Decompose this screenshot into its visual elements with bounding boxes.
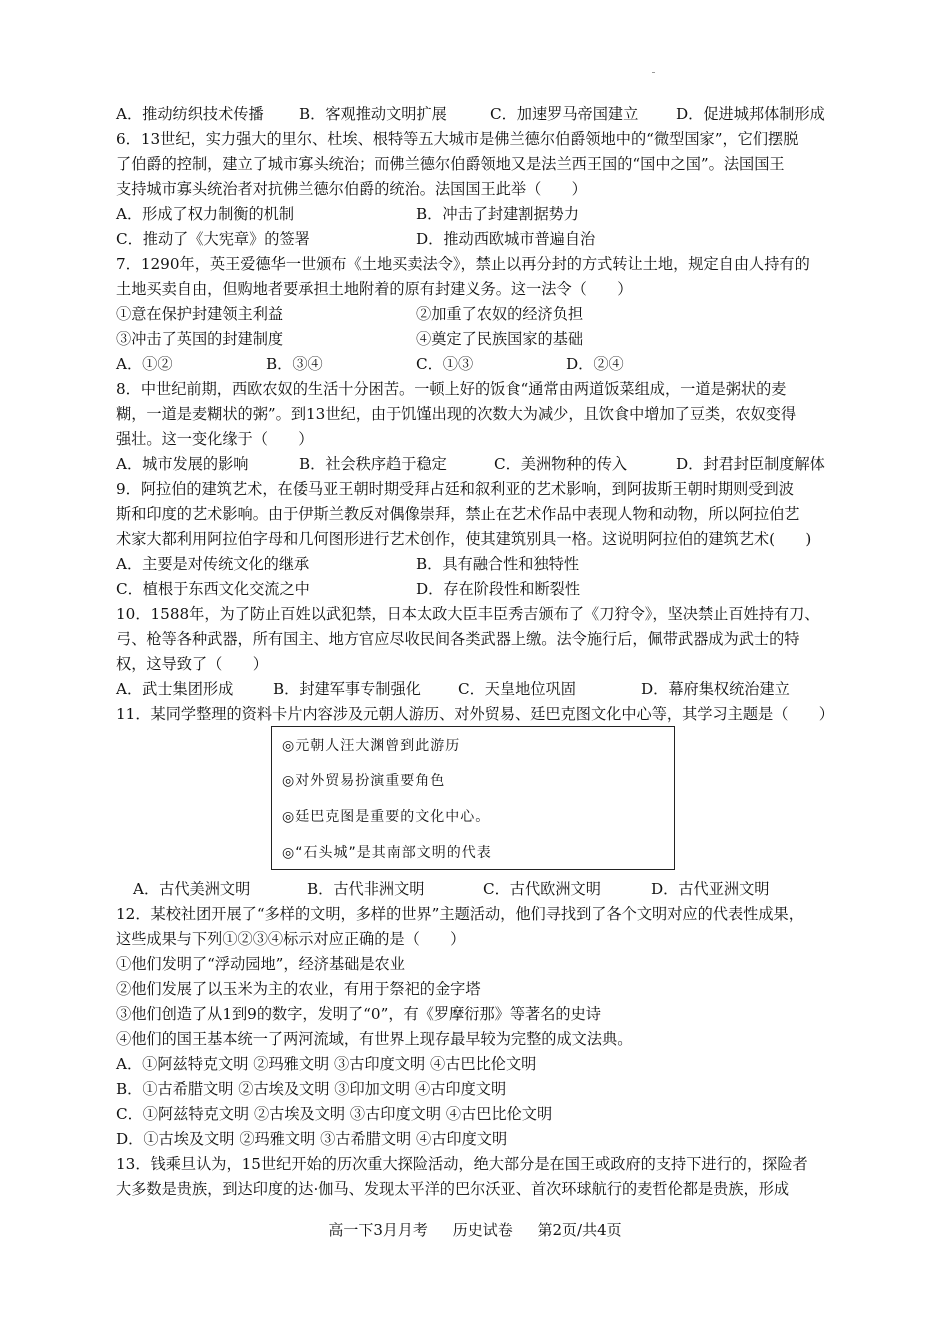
q13-stem-line: 13．钱乘旦认为，15世纪开始的历次重大探险活动，绝大部分是在国王或政府的支持下进行的，探险者 [116,1155,808,1173]
q10-option-b: B．封建军事专制强化 [273,680,421,698]
card-item: ◎对外贸易扮演重要角色 [282,773,446,789]
q7-statement: ③冲击了英国的封建制度 [116,330,284,348]
q11-option-b: B．古代非洲文明 [307,880,425,898]
card-item: ◎元朝人汪大渊曾到此游历 [282,738,461,754]
q6-option-b: B．冲击了封建割据势力 [416,205,580,223]
q7-statement: ①意在保护封建领主利益 [116,305,284,323]
scan-mark [652,72,655,73]
q9-option-d: D．存在阶段性和断裂性 [416,580,581,598]
q6-stem-line: 支持城市寡头统治者对抗佛兰德尔伯爵的统治。法国国王此举（ ） [116,180,587,198]
q12-option-d: D．①古埃及文明 ②玛雅文明 ③古希腊文明 ④古印度文明 [116,1130,508,1148]
q10-stem-line: 弓、枪等各种武器，所有国主、地方官应尽收民间各类武器上缴。法令施行后，佩带武器成为武士的特 [116,630,800,648]
q7-statement: ④奠定了民族国家的基础 [416,330,584,348]
q12-stem-line: 这些成果与下列①②③④标示对应正确的是（ ） [116,930,466,948]
q10-option-c: C．天皇地位巩固 [458,680,576,698]
q11-option-a: A．古代美洲文明 [133,880,251,898]
q12-statement: ①他们发明了“浮动园地”，经济基础是农业 [116,955,405,973]
footer-exam: 高一下3月月考 [328,1221,428,1239]
q12-statement: ④他们的国王基本统一了两河流域，有世界上现存最早较为完整的成文法典。 [116,1030,633,1048]
q12-option-b: B．①古希腊文明 ②古埃及文明 ③印加文明 ④古印度文明 [116,1080,507,1098]
q7-statement: ②加重了农奴的经济负担 [416,305,584,323]
q5-option-c: C．加速罗马帝国建立 [490,105,639,123]
page-footer [0,1219,950,1241]
q11-option-d: D．古代亚洲文明 [651,880,770,898]
q12-option-c: C．①阿兹特克文明 ②古埃及文明 ③古印度文明 ④古巴比伦文明 [116,1105,553,1123]
q5-option-b: B．客观推动文明扩展 [299,105,447,123]
q7-option-b: B．③④ [266,355,323,373]
q8-stem-line: 强壮。这一变化缘于（ ） [116,430,314,448]
q7-stem-line: 7．1290年，英王爱德华一世颁布《土地买卖法令》，禁止以再分封的方式转让土地，规定自由人持有的 [116,255,810,273]
q10-option-d: D．幕府集权统治建立 [641,680,790,698]
q8-stem-line: 8．中世纪前期，西欧农奴的生活十分困苦。一顿上好的饭食“通常由两道饭菜组成，一道是粥状的麦 [116,380,787,398]
q12-statement: ②他们发展了以玉米为主的农业，有用于祭祀的金字塔 [116,980,481,998]
card-item: ◎廷巴克图是重要的文化中心。 [282,809,491,825]
q8-option-d: D．封君封臣制度解体 [676,455,825,473]
q5-option-a: A．推动纺织技术传播 [116,105,264,123]
q8-option-c: C．美洲物种的传入 [494,455,628,473]
q7-option-d: D．②④ [566,355,624,373]
q12-option-a: A．①阿兹特克文明 ②玛雅文明 ③古印度文明 ④古巴比伦文明 [116,1055,537,1073]
q12-statement: ③他们创造了从1到9的数字，发明了“0”，有《罗摩衍那》等著名的史诗 [116,1005,601,1023]
q9-option-c: C．植根于东西文化交流之中 [116,580,310,598]
q5-option-d: D．促进城邦体制形成 [676,105,825,123]
info-card [271,726,675,870]
footer-subject: 历史试卷 [452,1221,513,1239]
q8-option-b: B．社会秩序趋于稳定 [299,455,447,473]
q6-option-a: A．形成了权力制衡的机制 [116,205,295,223]
q6-option-d: D．推动西欧城市普遍自治 [416,230,596,248]
q8-stem-line: 糊，一道是麦糊状的粥”。到13世纪，由于饥馑出现的次数大为减少，且饮食中增加了豆类，农奴变得 [116,405,797,423]
q10-stem-line: 10．1588年，为了防止百姓以武犯禁，日本太政大臣丰臣秀吉颁布了《刀狩令》，坚决禁止百姓持有刀、 [116,605,820,623]
q11-option-c: C．古代欧洲文明 [483,880,601,898]
card-item: ◎“石头城”是其南部文明的代表 [282,845,492,861]
q9-stem-line: 术家大都利用阿拉伯字母和几何图形进行艺术创作，使其建筑别具一格。这说明阿拉伯的建筑艺术( ) [116,530,812,548]
q13-stem-line: 大多数是贵族，到达印度的达·伽马、发现太平洋的巴尔沃亚、首次环球航行的麦哲伦都是贵族，形成 [116,1180,790,1198]
q10-stem-line: 权，这导致了（ ） [116,655,268,673]
q11-stem-line: 11．某同学整理的资料卡片内容涉及元朝人游历、对外贸易、廷巴克图文化中心等，其学习主题是（ ） [116,705,834,723]
q12-stem-line: 12．某校社团开展了“多样的文明，多样的世界”主题活动，他们寻找到了各个文明对应的代表性成果， [116,905,804,923]
q8-option-a: A．城市发展的影响 [116,455,249,473]
q10-option-a: A．武士集团形成 [116,680,234,698]
q7-option-a: A．①② [116,355,173,373]
q6-option-c: C．推动了《大宪章》的签署 [116,230,310,248]
q6-stem-line: 了伯爵的控制，建立了城市寡头统治；而佛兰德尔伯爵领地又是法兰西王国的“国中之国”。法国国王 [116,155,785,173]
q7-option-c: C．①③ [416,355,474,373]
q9-option-b: B．具有融合性和独特性 [416,555,580,573]
q7-stem-line: 土地买卖自由，但购地者要承担土地附着的原有封建义务。这一法令（ ） [116,280,633,298]
q6-stem-line: 6．13世纪，实力强大的里尔、杜埃、根特等五大城市是佛兰德尔伯爵领地中的“微型国家”，它们摆脱 [116,130,799,148]
footer-page-number: 第2页/共4页 [537,1221,622,1239]
q9-stem-line: 9．阿拉伯的建筑艺术，在倭马亚王朝时期受拜占廷和叙利亚的艺术影响，到阿拔斯王朝时期则受到波 [116,480,794,498]
q9-option-a: A．主要是对传统文化的继承 [116,555,310,573]
q9-stem-line: 斯和印度的艺术影响。由于伊斯兰教反对偶像崇拜，禁止在艺术作品中表现人物和动物，所以阿拉伯艺 [116,505,800,523]
